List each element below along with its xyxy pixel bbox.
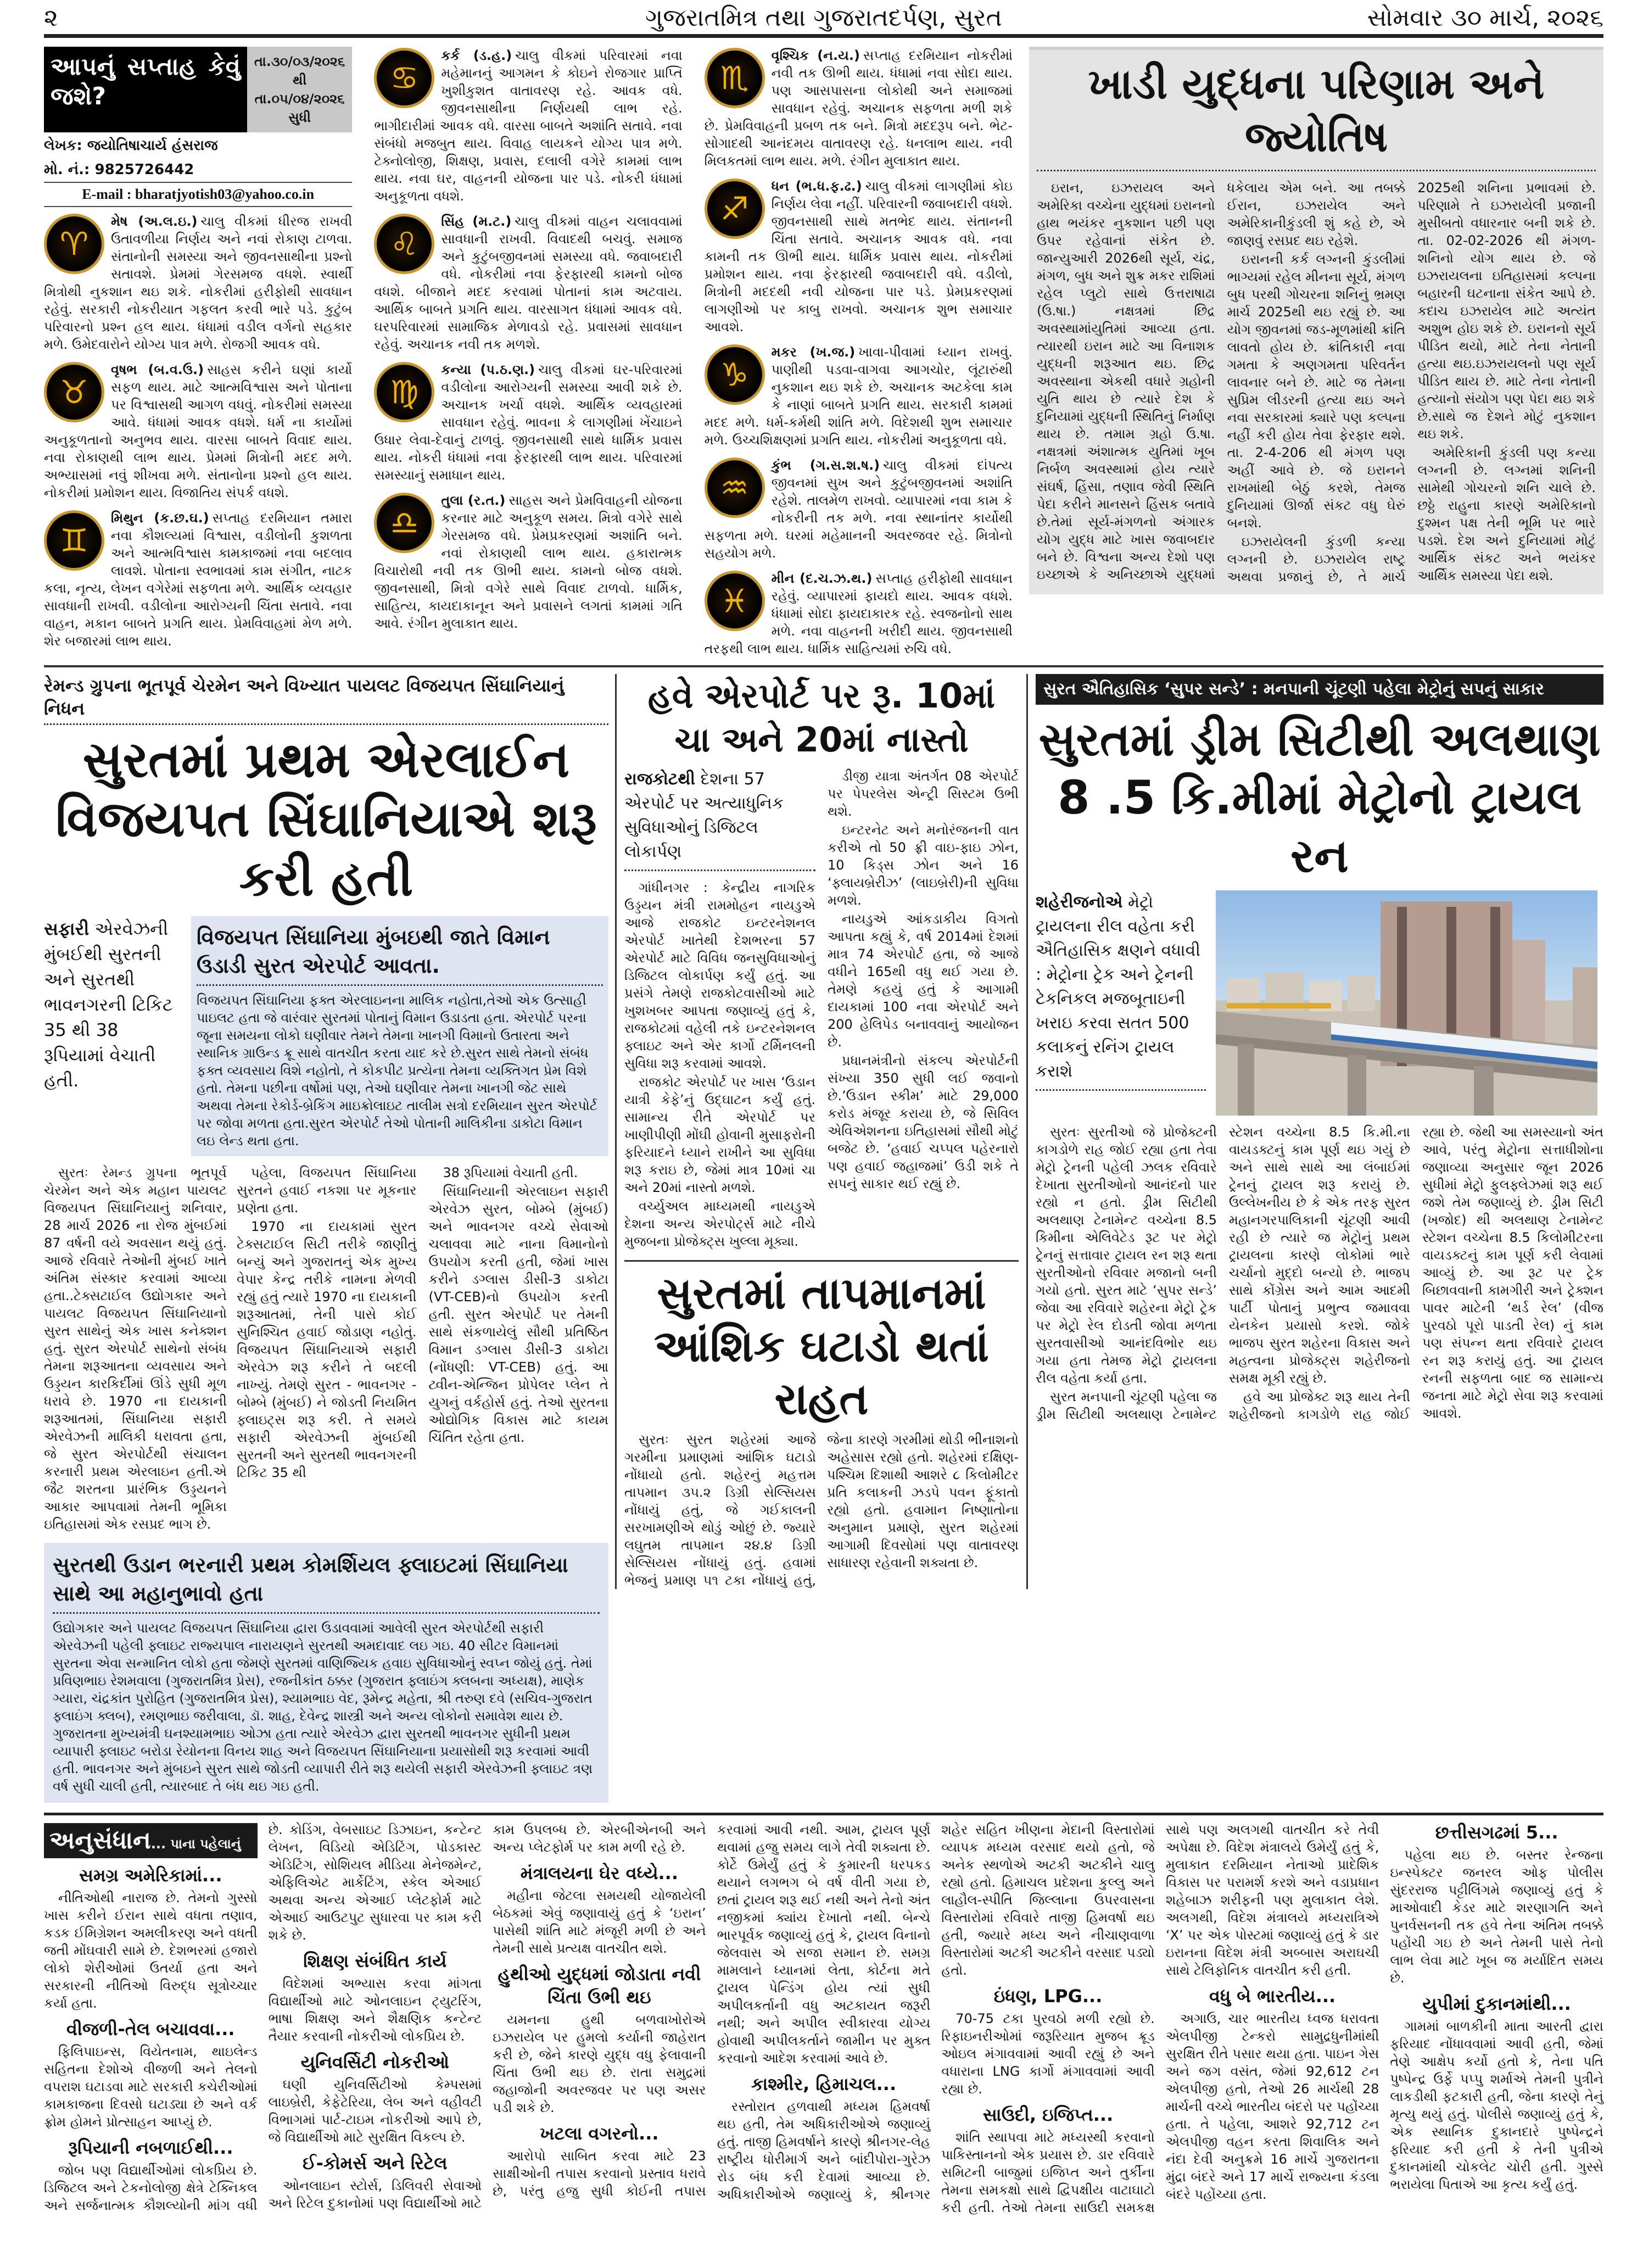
zodiac-name: વૃષભ (બ.વ.ઉ.) [111,362,204,377]
horoscope-byline [44,132,352,183]
continued-story-title: કાશ્મીર, હિમાચલ... [751,2074,897,2094]
continued-story-text: અગાઉ, ચાર ભારતીય ધ્વજ ધરાવતા એલપીજી ટેન્કરો સામુદ્રધુનીમાંથી સુરક્ષિત રીતે પસાર થયા હતા. પાઇન ગેસ અને જગ વસંત, જેમાં 92,612 ટન એલપીજી હતો, તેઓ 26 માર્ચથી 28 માર્ચની વચ્ચે ભારતીય બંદરો પર પહોંચ્યા હતા. તે પહેલા, આશરે 92,712 ટન એલપીજી વહન કરતા શિવાલિક અને નંદા દેવી અનુક્રમે 16 માર્ચે ગુજરાતના મુંદ્રા બંદરે અને 17 માર્ચે રાજ્યના કંડલા બંદરે પહોંચ્યા હતા. [1165,2011,1379,2202]
section-divider [44,665,1603,667]
article-headline [1036,710,1603,885]
article-body-col1 [44,1164,227,1534]
pisces-icon: ♓ [705,571,765,631]
metro-story [1028,674,1603,1423]
horoscope-title: આપનું સપ્તાહ કેવું જશે? [44,47,247,132]
continuations-section [44,1821,1603,2216]
continued-story-text: ઓનલાઇન સ્ટોર્સ, ડિલિવરી સેવાઓ અને રિટેલ દુકાનોમાં પણ વિદ્યાર્થીઓ માટે કામ ઉપલબ્ધ છે. એરબીએનબી અને અન્ય પ્લેટફોર્મ પર કામ મળી રહે છે. [268,1822,706,2211]
continued-story-title: મંત્રાલયના ઘેર વધ્યે... [520,1863,678,1884]
paragraph: નાયડુએ આંકડાકીય વિગતો આપતા કહ્યું કે, વર્ષ 2014માં દેશમાં માત્ર 74 એરપોર્ટ હતા, જે આજે વધીને 165થી વધુ થઈ ગયા છે. તેમણે કહયું હતું કે આગામી દાયકામાં 100 નવા એરપોર્ટ અને 200 હેલિપેડ બનાવવાનું આયોજન છે. [828,911,1019,1050]
lead-bold: રાજકોટથી [624,770,695,789]
sidebar-title: વિજયપત સિંઘાનિયા મુંબઇથી જાતે વિમાન ઉડાડી સુરત એરપોર્ટ આવતા. [197,925,550,978]
gemini-icon: ♊ [44,510,104,571]
airport-and-weather-stories [615,674,1028,1589]
date-to: તા.૦૫/૦૪/૨૦૨૬ સુધી [254,91,345,125]
zodiac-name: મેષ (અ.લ.ઇ.) [111,214,198,229]
zodiac-forecast: સપ્તાહ દરમિયાન નોકરીમાં નવી તક ઊભી થાય. ધંધામાં નવા સોદા થાય. પણ આસપાસના લોકોથી અને સમાજમાં સાવધાન રહેવું. અચાનક સફળતા મળી શકે છે. પ્રેમવિવાહની પ્રબળ તક બને. મિત્રો મદદરૂપ બને. ભેટ-સોગાદથી આનંદમય વાતાવરણ રહે. ધનલાભ થાય. નવી મિલકતમાં લાભ થાય. મળે. રંગીન મુલાકાત થાય. [704,48,1013,169]
zodiac-entry [705,47,1013,170]
sagittarius-icon: ♐ [705,179,765,239]
paragraph: વર્ચ્યુઅલ માધ્યમથી નાયડુએ દેશના અન્ય એરપોર્ટ્સ માટે નીચે મુજબના પ્રોજેક્ટ્સ ખુલ્લા મૂક્યા. [624,1199,815,1249]
continued-story-title: સાઉદી, ઇજિપ્ત... [982,2104,1114,2125]
article-standfirst [624,767,815,864]
headline-line: સુરતમાં ડ્રીમ સિટીથી અલથાણ [1038,712,1601,766]
zodiac-forecast: ચાલુ વીકમાં દાંપત્ય જીવનમાં સુખ અને કુટુંબજીવનમાં અશાંતિ રહેશે. તાલમેળ રાખવો. વ્યાપારમાં નવા કામ કે નોકરીની તક મળે. નવા સ્થાનાંતર કાર્યોથી સફળતા મળે. ઘરમાં મહેમાનની અવરજવર રહે. મિત્રોનો સહયોગ મળે. [704,458,1013,561]
cancer-icon: ♋ [374,48,434,108]
header-rule [44,34,1603,38]
banner-main: અનુસંધાન [49,1826,151,1854]
paragraph: હવે આ પ્રોજેક્ટ શરૂ થાય તેની શહેરીજનો કાગડોળે રાહ જોઈ રહ્યા છે. જેથી આ સમસ્યાનો અંત આવે, પરંતુ મેટ્રોના સત્તાધીશોના જણાવ્યા અનુસાર જૂન 2026 સુધીમાં મેટ્રો ફુલફ્લેઝમાં શરૂ થઈ જશે તેમ જણાવ્યું છે. ડ્રીમ સિટી (ખજોદ) થી અલથાણ ટેનામેન્ટ સ્ટેશન વચ્ચેના 8.5 કિલોમીટરના વાયડક્ટનું કામ પૂર્ણ કરી લેવામાં આવ્યું છે. આ રૂટ પર ટ્રેક બિછાવવાની કામગીરી અને ટ્રેક્શન પાવર માટેની ‘થર્ડ રેલ’ (વીજ પુરવઠો પૂરો પાડતી રેલ) નું કામ પણ સંપન્ન થતા રવિવારે ટ્રાયલ રન શરૂ કરાયું હતું. આ ટ્રાયલ રનની સફળતા બાદ જ સામાન્ય જનતા માટે મેટ્રો સેવા શરૂ કરવામાં આવશે. [1229,1124,1603,1422]
paragraph: પહેલા, વિજયપત સિંઘાનિયા સુરતને હવાઈ નકશા પર મૂકનાર પ્રણેતા હતા. [237,1165,417,1216]
continued-stories [44,1821,1603,2216]
zodiac-entry [705,343,1013,449]
article-headline: ખાડી યુદ્ધના પરિણામ અને જ્યોતિષ [1088,59,1545,161]
article-body [1036,1123,1603,1423]
zodiac-forecast: ચાલુ વીકમાં ઘર-પરિવારમાં વડીલોના આરોગ્યની સમસ્યા આવી શકે છે. અચાનક ખર્ચા વધશે. આર્થિક વ્યવહારમાં સાવધાન રહેવું. ભાવના કે લાગણીમાં ખેંચાઇને ઉધાર લેવા-દેવાનું ટાળવું. જીવનસાથી સાથે ધાર્મિક પ્રવાસ થાય. નોકરી ધંધામાં નવા ફેરફારથી લાભ થાય. પરિવારમાં સમસ્યાનું સમાધાન થાય. [374,362,683,483]
zodiac-forecast: ખાવા-પીવામાં ધ્યાન રાખવું. પાણીથી પડવા-વાગવા આગચોર, લૂંટારુંથી નુકશાન થઇ શકે છે. અચાનક અટકેલા કામ કે નાણાં બાબતે પ્રગતિ થાય. સરકારી કામમાં મદદ મળે. ધર્મ-કર્મથી શાંતિ મળે. વિદેશથી શુભ સમાચાર મળે. ઉચ્ચશિક્ષણમાં પ્રગતિ થાય. નોકરીમાં અનુકૂળતા વધે. [704,344,1013,448]
zodiac-forecast: સપ્તાહ દરમિયાન તમારા નવા કૌશલ્યમાં વિશ્વાસ, વડીલોની કુશળતા અને આત્મવિશ્વાસ કામકાજમાં નવા બદલાવ લાવશે. પોતાના સ્વભાવમાં કામ સંગીત, નાટક કલા, નૃત્ય, લેખન વગેરેમાં સફળતા મળે. આર્થિક વ્યવહાર સાવધાની રાખવી. વડીલોના આરોગ્યની ચિંતા સતાવે. નવા વાહન, મકાન બાબતે પ્રગતિ થાય. પ્રેમવિવાહમાં મેળ મળે. શેર બજારમાં લાભ થાય. [44,510,353,649]
article-body [44,1164,608,1534]
zodiac-name: સિંહ (મ.ટ.) [441,214,512,229]
metro-train-photo [1216,890,1597,1116]
continued-story-title: ખટલા વગરનો... [540,2123,659,2144]
article-standfirst [1036,890,1206,1091]
middle-band [44,674,1603,1803]
masthead [44,4,1603,34]
continued-story-title: ઇંધણ, LPG... [993,1986,1103,2007]
sidebar-text: વિજયપત સિંઘાનિયા ફક્ત એરલાઇનના માલિક નહોતા,તેઓ એક ઉત્સાહી પાઇલટ હતા જે વારંવાર સુરતમાં પોતાનું વિમાન ઉડાડતા હતા. એરપોર્ટ પરના જૂના સમયના લોકો ઘણીવાર તેમને તેમના ખાનગી વિમાનો ઉતારતા અને સ્થાનિક ગ્રાઉન્ડ ક્રૂ સાથે વાતચીત કરતા યાદ કરે છે.સુરત સાથે તેમનો સંબંધ ફક્ત વ્યવસાય વિશે નહોતો, તે કોકપીટ પ્રત્યેના તેમના વ્યક્તિગત પ્રેમ વિશે હતો. તેમના પછીના વર્ષોમાં પણ, તેઓ ઘણીવાર તેમના ખાનગી જેટ સાથે અથવા તેમના રેકોર્ડ-બ્રેકિંગ માઇક્રોલાઇટ તાલીમ સત્રો દરમિયાન સુરત એરપોર્ટ પર જોવા મળતા હતા.સુરત એરપોર્ટ તેઓ પોતાની માલિકીના ડાકોટા વિમાન લઇ લેન્ડ થતા હતા. [197,993,597,1149]
article-headline: હવે એરપોર્ટ પર રૂ. 10માં ચા અને 20માં નાસ્તો [647,676,996,760]
weekly-horoscope [44,47,1013,657]
article-kicker-bar: સુરત ઐતિહાસિક ‘સુપર સન્ડે’ : મનપાની ચૂંટણી પહેલા મેટ્રોનું સપનું સાકાર [1036,674,1603,705]
article-body-col1 [624,879,815,1250]
paragraph: સુરતઃ રેમન્ડ ગ્રુપના ભૂતપૂર્વ ચેરમેન અને એક મહાન પાયલટ વિજયપત સિંઘાનિયાનું શનિવાર, 28 માર્ચ 2026 ના રોજ મુંબઈમાં 87 વર્ષની વયે અવસાન થયું હતું. આજે રવિવારે તેઓની મુંબઈ ખાતે અંતિમ સંસ્કાર કરવામાં આવ્યા હતા..ટેક્સટાઈલ ઉદ્યોગકાર અને પાયલટ વિજયપત સિંઘાનિયાનો સુરત સાથેનું એક ખાસ કનેક્શન હતું. સુરત એરપોર્ટ સાથેનો સંબંધ તેમના શરૂઆતના વ્યવસાય અને ઉડ્ડયન કારકિર્દીમાં ઊંડે સુધી મૂળ ધરાવે છે. 1970 ના દાયકાની શરૂઆતમાં, સિંઘાનિયા સફારી એરવેઝની માલિકી ધરાવતા હતા, જે સુરત એરપોર્ટથી સંચાલન કરનારી પ્રથમ એરલાઇન હતી.એ જૈટ શરતના પ્રારંભિક ઉડ્ડયનને આકાર આપવામાં તેમની ભૂમિકા ઇતિહાસમાં એક રસપ્રદ ભાગ છે. [44,1165,227,1532]
zodiac-entry [44,361,352,501]
zodiac-entry [705,456,1013,562]
zodiac-name: કન્યા (પ.ઠ.ણ.) [441,362,535,377]
zodiac-forecast: ચાલુ વીકમાં લાગણીમાં કોઇ નિર્ણય લેવા નહીં. પરિવારની જવાબદારી વધશે. જીવનસાથી સાથે મતભેદ થાય. સંતાનની ચિંતા સતાવે. અચાનક આવક વધે. નવા કામની તક ઊભી થાય. ધાર્મિક પ્રવાસ થાય. નોકરીમાં પ્રમોશન થાય. નવા ફેરફારથી જવાબદારી વધે. વડીલો, મિત્રોની મદદથી નવી યોજના પાર પડે. પ્રેમપ્રકરણમાં લાગણીઓ પર કાબુ રાખવો. અચાનક શુભ સમાચાર આવશે. [704,179,1013,335]
zodiac-name: મીન (દ.ચ.ઝ.થ.) [771,571,873,586]
continued-story-title: યુપીમાં દુકાનમાંથી... [1422,1993,1571,2014]
issue-date: સોમવાર ૩૦ માર્ચ, ૨૦૨૬ [1367,4,1603,32]
article-body [1037,179,1596,586]
paragraph: ગાંધીનગર : કેન્દ્રીય નાગરિક ઉડ્ડયન મંત્રી રામમોહન નાયડુએ આજે રાજકોટ ઇન્ટરનેશનલ એરપોર્ટ ખાતેથી દેશભરના 57 એરપોર્ટ માટે વિવિધ જનસુવિધાઓનું ડિજિટલ લોકાર્પણ કર્યું હતું. આ પ્રસંગે તેમણે રાજકોટવાસીઓ માટે ખુશખબર આપતા જણાવ્યું હતું કે, રાજકોટમાં વહેલી તકે ઇન્ટરનેશનલ ફ્લાઇટ અને એર કાર્ગો ટર્મિનલની સુવિધા શરૂ કરવામાં આવશે. [624,880,815,1071]
continued-story-text: યમનના હુથી બળવાખોરોએ ઇઝરાયેલ પર હુમલો કર્યાની જાહેરાત કરી છે, જેને કારણે યુદ્ધ વધુ ફેલાવાની ચિંતા ઉભી થઇ છે. રાતા સમુદ્રમાં જહાજોની અવરજવર પર પણ અસર પડી શકે છે. [493,2012,706,2115]
article-kicker: રેમન્ડ ગ્રુપના ભૂતપૂર્વ ચેરમેન અને વિખ્યાત પાયલટ વિજયપત સિંઘાનિયાનું નિધન [44,675,565,719]
continued-story-text: શાંતિ સ્થાપવા માટે મધ્યસ્થી કરવાનો પાકિસ્તાનનો એક પ્રયાસ છે. ડાર રવિવારે સમિટની બાજુમાં ઇજિપ્ત અને તુર્કીના તેમના સમકક્ષો સાથે દ્વિપક્ષીય વાટાઘાટો કરી હતી. તેઓ તેમના સાઉદી સમકક્ષ સાથે પણ અલગથી વાતચીત કરે તેવી અપેક્ષા છે. વિદેશ મંત્રાલયે ઉમેર્યું હતું કે, મુલાકાત દરમિયાન નેતાઓ પ્રાદેશિક વિકાસ પર પરામર્શ કરશે અને વડાપ્રધાન શહેબાઝ શરીફની પણ મુલાકાત લેશે. અલગથી, વિદેશ મંત્રાલયે મધ્યરાત્રિએ ‘X’ પર એક પોસ્ટમાં જણાવ્યું હતું કે ડાર ઇરાનના વિદેશ મંત્રી અબ્બાસ અરાઘચી સાથે ટેલિફોનિક વાતચીત કરી હતી. [941,1822,1379,2215]
paragraph: ઇરાનની કર્ક લગ્નની કુંડલીમાં ભાગ્યમાં રહેલ મીનના સૂર્ય, મંગળ બુધ પરથી ગોચરના શનિનું ભ્રમણ માર્ચ 2025થી થઇ રહ્યું છે. આ યોગ જીવનમાં જડ-મૂળમાંથી ક્રાંતિ લાવતો હોય છે. ક્રાંતિકારી નવા ગમતા કે અણગમતા પરિવર્તન લાવનાર બને છે. માટે જ તેમના સુપ્રિમ લીડરની હત્યા થઇ અને નવા સરકારમાં ક્યારે પણ કલ્પના નહીં કરી હોય તેવા ફેરફાર થશે. તા. 2-4-206 થી મંગળ પણ અહીં આવે છે. જે ઇરાનને રાખમાંથી બેઠું કરશે, તેમજ દુનિયામાં ઊર્જા સંકટ વધુ ઘેરું બનશે. [1227,252,1406,531]
libra-icon: ♎ [374,493,434,553]
lead-row [44,916,608,1156]
continued-story-text: આરોપો સાબિત કરવા માટે 23 સાક્ષીઓની તપાસ કરવાનો પ્રસ્તાવ ધરાવે છે, પરંતુ હજુ સુધી કોઈની તપાસ કરવામાં આવી નથી. આમ, ટ્રાયલ પૂર્ણ થવામાં હજુ સમય લાગે તેવી શક્યતા છે. કોર્ટે ઉમેર્યું હતું કે કુમારની ધરપકડ થયાને લગભગ બે વર્ષ વીતી ગયા છે, છતાં ટ્રાયલ શરૂ થઈ નથી અને તેનો અંત નજીકમાં ક્યાંય દેખાતો નથી. બેન્ચે ભારપૂર્વક જણાવ્યું હતું કે, ટ્રાયલ વિનાનો જેલવાસ એ સજા સમાન છે. સમગ્ર મામલાને ધ્યાનમાં લેતા, કોર્ટના મતે ટ્રાયલ પેન્ડિંગ હોય ત્યાં સુધી અપીલકર્તાની વધુ અટકાયત જરૂરી નથી; અને અપીલ સ્વીકારવા યોગ્ય હોવાથી અપીલકર્તાને જામીન પર મુક્ત કરવાનો આદેશ કરવામાં આવે છે. [493,1822,931,2199]
paragraph: ઇઝરાયેલની કુંડળી કન્યા લગ્નની છે. ઇઝરાયેલ રાષ્ટ્ર અથવા પ્રજાનું છે, તે માર્ચ 2025થી શનિના પ્રભાવમાં છે. પરિણામે તે ઇઝરાયેલી પ્રજાની મુસીબતો વધારનાર બની શકે છે. તા. 02-02-2026 થી મંગળ-શનિનો યોગ થાય છે. જે ઇઝરાયલના ઇતિહાસમાં કલ્પના બહારની ઘટનાના સંકેત આપે છે. કદાચ ઇઝરાયેલ માટે અત્યંત અશુભ હોઇ શકે છે. ઇરાનનો સૂર્ય પીડિત થયો, માટે તેના નેતાની હત્યા થઇ.ઇઝરાયલનો પણ સૂર્ય પીડિત થાય છે. માટે તેના નેતાની હત્યાનો સંયોગ પણ પેદા થઇ શકે છે.સાથે જ દેશને મોટું નુકશાન થઇ શકે. [1227,180,1596,584]
lead-bold: શહેરીજનોએ [1036,893,1123,912]
continued-story-title: સમગ્ર અમેરિકામાં... [79,1865,222,1886]
continued-story-title: હુથીઓ યુદ્ધમાં જોડાતા નવી ચિંતા ઉભી થઇ [498,1964,701,2008]
divider [624,1260,1019,1262]
top-band [44,47,1603,657]
lead-row [1036,890,1603,1116]
newspaper-title: ગુજરાતમિત્ર તથા ગુજરાતદર્પણ, સુરત [645,4,1002,32]
virgo-icon: ♍ [374,362,434,422]
scorpio-icon: ♏ [705,48,765,108]
continued-story-text: ફિલિપાઇન્સ, વિયેતનામ, થાઇલેન્ડ સહિતના દેશોએ વીજળી અને તેલનો વપરાશ ઘટાડવા માટે સરકારી કચેરીઓમાં કામકાજના દિવસો ઘટાડ્યા છે અને વર્ક ફ્રોમ હોમને પ્રોત્સાહન આપ્યું છે. [44,2044,258,2130]
zodiac-name: મકર (ખ.જ.) [771,344,856,360]
zodiac-entry [705,570,1013,657]
date-from: તા.૩૦/૦૩/૨૦૨૬ થી [254,54,345,88]
continued-banner [44,1823,258,1858]
zodiac-name: કર્ક (ડ.હ.) [441,48,512,63]
lead-text: એરવેઝની મુંબઈથી સુરતની અને સુરતથી ભાવનગરની ટિકિટ 35 થી 38 રૂપિયામાં વેચાતી હતી. [44,918,173,1091]
article-body-cols [237,1164,608,1481]
author: લેખક: જયોતિષાચાર્ય હંસરાજ [44,137,218,154]
article-headline: સુરતમાં તાપમાનમાં આંશિક ઘટાડો થતાં રાહત [653,1268,990,1424]
continued-story-text: જોબ પણ વિદ્યાર્થીઓમાં લોકપ્રિય છે. ડિજિટલ અને ટેકનોલોજી ક્ષેત્રે ટેક્નિકલ અને સર્જનાત્મક કૌશલ્યોની માંગ વધી છે. કોડિંગ, વેબસાઇટ ડિઝાઇન, કન્ટેન્ટ લેખન, વિડિયો એડિટિંગ, પોડકાસ્ટ એડિટિંગ, સોશિયલ મીડિયા મેનેજમેન્ટ, એફિલિએટ માર્કેટિંગ, સ્કેલ એઆઈ અથવા અન્ય એઆઈ પ્લેટફોર્મ માટે એઆઈ આઉટપુટ સુધારવા પર કામ કરી શકે છે. [44,1822,482,2213]
article-columns [624,767,1019,1251]
continued-story-text: વિદેશમાં અભ્યાસ કરવા માંગતા વિદ્યાર્થીઓ માટે ઓનલાઇન ટ્યુટરિંગ, ભાષા શિક્ષણ અને શૈક્ષણિક કન્ટેન્ટ તૈયાર કરવાની નોકરીઓ લોકપ્રિય છે. [268,1976,482,2044]
aquarius-icon: ♒ [705,458,765,518]
email: E-mail : bharatjyotish03@yahoo.co.in [44,183,352,207]
paragraph: ઇન્ટરનેટ અને મનોરંજનની વાત કરીએ તો 50 ફ્રી વાઇ-ફાઇ ઝોન, 10 કિડ્સ ઝોન અને 16 ‘ફ્લાયબ્રેરીઝ’ (લાઇબ્રેરી)ની સુવિધા મળશે. [828,822,1019,908]
continued-story-text: ઘણી યુનિવર્સિટીઓ કેમ્પસમાં લાઇબ્રેરી, કેફેટેરિયા, લેબ અને વહીવટી વિભાગમાં પાર્ટ-ટાઇમ નોકરીઓ આપે છે, જે વિદ્યાર્થીઓ માટે સુરક્ષિત વિકલ્પ છે. [268,2077,482,2145]
capricorn-icon: ♑ [705,344,765,405]
paragraph: રાજકોટ એરપોર્ટ પર ખાસ ‘ઉડાન યાત્રી કેફે’નું ઉદ્ઘાટન કર્યું હતું. સામાન્ય રીતે એરપોર્ટ પર ખાણીપીણી મોંઘી હોવાની મુસાફરોની ફરિયાદને ધ્યાને રાખીને આ સુવિધા શરૂ કરાઇ છે, જેમાં માત્ર 10માં ચા અને 20માં નાસ્તો મળશે. [624,1074,815,1195]
paragraph: 38 રૂપિયામાં વેચાતી હતી. [443,1165,578,1180]
zodiac-entry [44,213,352,353]
zodiac-forecast: ચાલુ વીકમાં ધીરજ રાખવી ઉતાવળીયા નિર્ણય અને નવાં રોકાણ ટાળવા. સંતાનોની સમસ્યા અને જીવનસાથીના પ્રશ્નો સતાવશે. પ્રેમમાં ગેરસમજ વધશે. સ્વાર્થી મિત્રોથી નુકશાન થઇ શકે. નોકરીમાં હરીફોથી સાવધાન રહેવું. સરકારી નોકરીયાત ગફલત કરવી ભારે પડે. કુટુંબ પરિવારનો પ્રશ્ન હલ થાય. ધંધામાં વડીલ વર્ગનો સહકાર મળે. ઉમેદવારોને યોગ્ય પાત્ર મળે. રોજગી આવક વધે. [44,214,353,352]
sidebar-box [191,916,608,1156]
zodiac-entry [374,492,682,632]
article-col1 [624,767,815,1251]
zodiac-name: વૃશ્ચિક (ન.ય.) [771,48,860,63]
paragraph: અમેરિકાની કુંડલી પણ કન્યા લગ્નની છે. લગ્નમાં શનિની સામેથી ગોચરનો શનિ ચાલે છે. છઠ્ઠે રાહુના કારણે અમેરિકાનો દુશ્મન પક્ષ તેની ભૂમિ પર ભારે પડશે. દેશ અને દુનિયામાં મોટું આર્થિક સંકટ અને ભયંકર આર્થિક સમસ્યા પેદા થશે. [1417,445,1596,583]
article-body [624,1431,1019,1589]
zodiac-entry [374,213,682,353]
continued-story-text: નીતિઓથી નારાજ છે. તેમનો ગુસ્સો ખાસ કરીને ઈરાન સાથે વધતા તણાવ, કડક ઈમિગ્રેશન અમલીકરણ અને વધતી જતી મોંઘવારી સામે છે. દેશભરમાં હજારો લોકો શેરીઓમાં ઉતર્યા હતા અને સરકારની નીતિઓ વિરુદ્ધ સૂત્રોચ્ચાર કર્યા હતા. [44,1890,258,2011]
lead-text: મેટ્રો ટ્રાયલના રીલ વહેતા કરી ઐતિહાસિક ક્ષણને વધાવી : મેટ્રોના ટ્રેક અને ટ્રેનની ટેકનિકલ મજબૂતાઇની ખરાઇ કરવા સતત 500 કલાકનું રનિંગ ટ્રાયલ કરાશે [1036,893,1200,1081]
zodiac-name: તુલા (ર.ત.) [441,493,506,508]
paragraph: ઇરાન, ઇઝરાયલ અને અમેરિકા વચ્ચેના યુદ્ધમાં ઇરાનનો હાથ ભયંકર નુકશાન પછી પણ ઉપર રહેવાનાં સંકેત છે. જાન્યુઆરી 2026થી સૂર્ય, ચંદ્ર, મંગળ, બુધ અને શુક્ર મકર રાશિમાં રહેલ પ્લુટો સાથે ઉત્તરાષાઢા (ઉ.ષા.) નક્ષત્રમાં છિદ્ર અવસ્થામાંયુતિમાં આવ્યા હતા. ત્યારથી ઇરાન માટે આ વિનાશક યુદ્ધની શરૂઆત થઇ. છિદ્ર અવસ્થાના એકથી વધારે ગ્રહોની યુતિ થાય છે ત્યારે દેશ કે દુનિયામાં યુદ્ધની સ્થિતિનું નિર્માણ થાય છે. તમામ ગ્રહો ઉ.ષા. નક્ષત્રમાં અંશાત્મક યુતિમાં ખૂબ નિર્બળ અવસ્થામાં હોય ત્યારે સંઘર્ષ, હિંસા, તણાવ જેવી સ્થિતિ પેદા કરીને માનસને હિંસક બતાવે છે.તેમાં સૂર્ય-મંગળનો અંગારક યોગ યુદ્ધ માટે ખાસ જવાબદાર બને છે. વિશ્વના અન્ય દેશો પણ ઇચ્છાએ કે અનિચ્છાએ યુદ્ધમાં ધકેલાય એમ બને. આ તબક્કે ઈરાન, ઇઝરાયેલ અને અમેરિકાનીકુંડલી શું કહે છે, એ જાણવું રસપ્રદ થઇ રહેશે. [1037,180,1406,582]
continued-story-text: ગામમાં બાળકીની માતા આરતી દ્વારા ફરિયાદ નોંધાવવામાં આવી હતી, જેમાં તેણે આક્ષેપ કર્યો હતો કે, તેના પતિ પુષ્પેન્દ્ર ઉર્ફે પપ્પુ શર્માએ તેમની પુત્રીને લાકડીથી ફટકારી હતી, જેના કારણે તેનું મૃત્યુ થયું હતું. પોલીસે જણાવ્યું હતું કે, એક સ્થાનિક દુકાનદારે પુષ્પેન્દ્રને ફરિયાદ કરી હતી કે તેની પુત્રીએ દુકાનમાંથી ચોકલેટ ચોરી હતી. ગુસ્સે ભરાયેલા પિતાએ આ કૃત્ય કર્યું હતું. [1390,2019,1603,2192]
zodiac-forecast: ચાલુ વીકમાં પરિવારમાં નવા મહેમાનનું આગમન કે કોઇને રોજગાર પ્રાપ્તિ ખુશીકુશત વાતાવરણ રહે. આવક વધે. જીવનસાથીના નિર્ણયથી લાભ રહે. ભાગીદારીમાં આવક વધે. વારસા બાબતે અશાંતિ સતાવે. નવા સંબંધો મજબુત થાય. વિવાહ લાયકને યોગ્ય પાત્ર મળે. ટેક્નોલોજી, શિક્ષણ, પ્રવાસ, દલાલી વગેરે કામમાં લાભ થાય. નવા ઘર, વાહનની યોજના પાર પડે. નોકરી ધંધામાં અનુકૂળતા વધશે. [374,48,683,204]
continued-story-text: 70-75 ટકા પુરવઠો મળી રહ્યો છે. રિફાઇનરીઓમાં જરૂરિયાત મુજબ ક્રૂડ ઓઇલ મંગાવવામાં આવી રહ્યું છે અને વધારાના LNG કાર્ગો મંગાવવામાં આવી રહ્યા છે. [941,2011,1155,2097]
continued-story-title: વધુ બે ભારતીય... [1209,1986,1336,2007]
continued-story-title: ઈ-કોમર્સ અને રિટેલ [303,2153,448,2174]
paragraph: 1970 ના દાયકામાં સુરત ટેક્સટાઈલ સિટી તરીકે જાણીતું બન્યું અને ગુજરાતનું એક મુખ્ય વેપાર કેન્દ્ર તરીકે નામના મેળવી રહ્યું હતું ત્યારે 1970 ના દાયકાની શરૂઆતમાં, તેની પાસે કોઈ સુનિશ્ચિત હવાઈ જોડાણ નહોતું. વિજયપત સિંઘાનિયાએ સફારી એરવેઝ શરૂ કરીને તે બદલી નાખ્યું. તેમણે સુરત - ભાવનગર - બોમ્બે (મુંબઈ) ને જોડતી નિયમિત ફ્લાઇટ્સ શરૂ કરી. તે સમયે સફારી એરવેઝની મુંબઈથી સુરતની અને સુરતથી ભાવનગરની ટિકિટ 35 થી [237,1219,417,1480]
dotted-divider [1037,170,1596,171]
article-body-col2 [828,767,1019,1194]
dotted-divider [197,984,603,986]
page-number: ૨ [44,4,58,32]
article-headline: સુરતમાં પ્રથમ એરલાઈન વિજયપત સિંઘાનિયાએ શરૂ કરી હતી [55,731,597,907]
paragraph: પ્રધાનમંત્રીનો સંકલ્પ એરપોર્ટની સંખ્યા 350 સુધી લઈ જવાનો છે.’ઉડાન સ્કીમ’ માટે 29,000 કરોડ મંજૂર કરાયા છે, જે સિવિલ એવિએશનના ઇતિહાસમાં સૌથી મોટું બજેટ છે. ‘હવાઈ ચપ્પલ પહેરનારો પણ હવાઈ જહાજમાં’ ઉડી શકે તે સપનું સાકાર થઈ રહ્યું છે. [828,1053,1019,1191]
article-standfirst [44,916,181,1093]
continued-story-title: યુનિવર્સિટી નોકરીઓ [300,2052,449,2072]
vijaypat-story [44,674,615,1803]
continued-story-title: વીજળી-તેલ બચાવવા... [66,2019,235,2039]
continued-story-title: શિક્ષણ સંબંધિત કાર્ય [303,1951,447,1971]
box-title: સુરતથી ઉડાન ભરનારી પ્રથમ કોમર્શિયલ ફ્લાઇટમાં સિંઘાનિયા સાથે આ મહાનુભાવો હતા [53,1553,568,1606]
zodiac-forecast: સાહસ કરીને ઘણાં કાર્યો સફળ થાય. માટે આત્મવિશ્વાસ અને પોતાના પર વિશ્વાસથી આગળ વધવું. નોકરીમાં સમસ્યા આવે. ધંધામાં આવક વધશે. ધર્મ ના કાર્યોમાં અનુકૂળતાનો અનુભવ થાય. વારસા બાબતે વિવાદ થાય. નવા રોકાણથી લાભ થાય. પ્રેમમાં મિત્રોની મદદ મળે. અભ્યાસમાં નવું શીખવા મળે. સંતાનોના પ્રશ્નો હલ થાય. નોકરીમાં પ્રમોશન થાય. વિજાતિય સંપર્ક વધશે. [44,362,353,500]
continued-story-title: રૂપિયાની નબળાઈથી... [68,2137,233,2158]
dotted-divider [44,723,608,725]
aries-icon: ♈ [44,214,104,274]
zodiac-entry [44,509,352,650]
section-divider [44,1813,1603,1815]
phone: મો. નં.: 9825726442 [44,161,194,178]
horoscope-dates [247,47,352,132]
zodiac-name: ધન (ભ.ધ.ફ.ઢ.) [771,179,862,194]
zodiac-name: મિથુન (ક.છ.ઘ.) [111,510,209,526]
continued-story-text: મહીના જેટલા સમયથી યોજાયેલી બેઠકમાં એવું જણાવાયું હતું કે ‘ઇરાન’ પાસેથી શાંતિ માટે મંજૂરી મળી છે અને તેમની સાથે પ્રત્યક્ષ વાતચીત થશે. [493,1888,706,1956]
paragraph: ડીજી યાત્રા અંતર્ગત 08 એરપોર્ટ પર પેપરલેસ એન્ટ્રી સિસ્ટમ ઉભી થશે. [828,768,1019,819]
zodiac-entry [374,47,682,205]
dotted-divider [624,870,815,871]
continued-story-text: પહેલા થઇ છે. બસ્તર રેન્જના ઇન્સ્પેક્ટર જનરલ ઓફ પોલીસ સુંદરરાજ પટ્ટીલિંગમે જણાવ્યું હતું કે માઓવાદી કેડર માટે શરણાગતિ અને પુનર્વસનની તક હવે તેના અંતિમ તબક્કે પહોંચી ગઇ છે અને તેમની પાસે તેનો લાભ લેવા માટે ખૂબ જ મર્યાદિત સમય છે. [1390,1847,1603,1986]
zodiac-name: કુંભ (ગ.સ.શ.ષ.) [771,458,880,473]
horoscope-title-box [44,47,352,132]
dotted-divider [1036,1089,1206,1091]
paragraph: સુરતઃ સુરતીઓ જે પ્રોજેક્ટની કાગડોળે રાહ જોઈ રહ્યા હતા તેવા મેટ્રો ટ્રેનની પહેલી ઝલક રવિવારે દેખાતા સુરતીઓનો આનંદનો પાર રહ્યો ન હતો. ડ્રીમ સિટીથી અલથાણ ટેનામેન્ટ વચ્ચેના 8.5 કિમીના એલિવેટેડ રૂટ પર મેટ્રો ટ્રેનનું સત્તાવાર ટ્રાયલ રન શરૂ થતા સુરતીઓનો રવિવાર મજાનો બની ગયો હતો. સુરત માટે ‘સુપર સન્ડે’ જેવા આ રવિવારે શહેરના મેટ્રો ટ્રેક પર મેટ્રો રેલ દોડતી જોવા મળતા સુરતવાસીઓ આનંદવિભોર થઇ ગયા હતા તેમજ મેટ્રો ટ્રાયલના રીલ વહેતા કર્યા હતા. [1036,1124,1217,1386]
continued-story-text: રસ્તોરાત હળવાથી મધ્યમ હિમવર્ષા થઇ હતી, તેમ અધિકારીઓએ જણાવ્યું હતું. તાજી હિમવર્ષાને કારણે શ્રીનગર-લેહ રાષ્ટ્રીય ધોરીમાર્ગ અને બાંદીપોરા-ગુરેઝ રોડ બંધ કરી દેવામાં આવ્યા છે. અધિકારીઓએ જણાવ્યું કે, શ્રીનગર શહેર સહિત ખીણના મેદાની વિસ્તારોમાં વ્યાપક મધ્યમ વરસાદ થયો હતો, જે અનેક સ્થળોએ અટકી અટકીને ચાલુ રહ્યો હતો. હિમાચલ પ્રદેશના કુલ્લુ અને લાહૌલ-સ્પીતિ જિલ્લાના ઉપરવાસના વિસ્તારોમાં રવિવારે તાજી હિમવર્ષા થઇ હતી, જ્યારે મધ્ય અને નીચાણવાળા વિસ્તારોમાં અટકી અટકીને વરસાદ પડ્યો હતો. [717,1822,1155,2202]
box-text: ઉદ્યોગકાર અને પાયલટ વિજયપત સિંઘાનિયા દ્વારા ઉડાવવામાં આવેલી સુરત એરપોર્ટથી સફારી એરવેઝની પહેલી ફ્લાઇટ રાજ્યપાલ નારાયણને સુરતથી અમદાવાદ લઇ ગઇ. 40 સીટર વિમાનમાં સુરતના એવા સન્માનિત લોકો હતા જેમણે સુરતમાં વાણિજ્યિક હવાઇ સુવિધાઓનું સ્વપ્ન જોયું હતું. તેમાં પ્રવિણભાઇ રેશમવાલા (ગુજરાતમિત્ર પ્રેસ), રજનીકાંત ઠક્કર (ગુજરાત ફ્લાઇંગ ક્લબના અધ્યક્ષ), માણેક ગ્યારા, ચંદ્રકાંત પુરોહિત (ગુજરાતમિત્ર પ્રેસ), શ્યામભાઇ વેદ, રૂમેન્દ્ર મહેતા, શ્રી તરુણ દવે (સચિવ-ગુજરાત ફ્લાઇંગ ક્લબ), રમણભાઇ જરીવાલા, ડૉ. શાહ, દેવેન્દ્ર શાસ્ત્રી અને અન્ય લોકોનો સમાવેશ થાય છે. ગુજરાતના મુખ્યમંત્રી ઘનશ્યામભાઇ ઓઝા હતા ત્યારે એરવેઝ દ્વારા સુરતથી ભાવનગર સુધીની પ્રથમ વ્યાપારી ફ્લાઇટ બરોડા રેયોનના વિનય શાહ અને વિજયપત સિંઘાનિયાના પ્રયાસોથી શરૂ કરવામાં આવી હતી. ભાવનગર અને મુંબઇને સુરત સાથે જોડતી વ્યાપારી રીતે શરૂ થયેલી સફારી એરવેઝની ફ્લાઇટ ત્રણ વર્ષ સુધી ચાલી હતી, ત્યારબાદ તે બંધ થઇ ગઇ હતી. [53,1620,593,1794]
headline-line: 8 .5 કિ.મીમાં મેટ્રોનો ટ્રાયલ રન [1058,771,1581,883]
zodiac-forecast: સપ્તાહ હરીફોથી સાવધાન રહેવું. વ્યાપારમાં ફાયદો થાય. આવક વધશે. ધંધામાં સોદા ફાયદાકારક રહે. સ્વજનોનો સાથ મળે. નવા વાહનની ખરીદી થાય. જીવનસાથી તરફથી લાભ થાય. ધાર્મિક સાહિત્યમાં રુચિ વધે. [704,571,1013,656]
zodiac-forecast: સાહસ અને પ્રેમવિવાહની યોજના કરનાર માટે અનુકૂળ સમય. મિત્રો વગેરે સાથે ગેરસમજ વધે. પ્રેમપ્રકરણમાં અશાંતિ બને. નવાં રોકાણથી લાભ થાય. હકારાત્મક વિચારોથી નવી તક ઊભી થાય. કામનો બોજ વધશે. જીવનસાથી, મિત્રો વગેરે સાથે વિવાદ ટાળવો. ધાર્મિક, સાહિત્ય, કાયદાકાનૂન અને પ્રવાસને લગતાં કામમાં ગતિ આવે. રંગીન મુલાકાત થાય. [374,493,683,631]
lead-bold: સફારી [44,918,90,939]
banner-sub: ... પાના પહેલાનું [150,1836,241,1852]
zodiac-forecast: ચાલુ વીકમાં વાહન ચલાવવામાં સાવધાની રાખવી. વિવાદથી બચવું. સમાજ અને કુટુંબજીવનમાં સમસ્યા વધે. જવાબદારી વધે. નોકરીમાં નવા ફેરફારથી કામનો બોજ વધશે. બીજાને મદદ કરવામાં પોતાનાં કામ અટવાય. આર્થિક બાબતે પ્રગતિ થાય. વારસાગત ધંધામાં આવક વધે. ઘરપરિવારમાં સામાજિક મેળાવડો રહે. પ્રવાસમાં સાવધાન રહેવું. અચાનક નવી તક મળશે. [374,214,683,352]
leo-icon: ♌ [374,214,434,274]
zodiac-entry [374,361,682,484]
gulf-war-astrology-article [1029,47,1603,594]
lead-text: દેશના 57 એરપોર્ટ પર અત્યાધુનિક સુવિધાઓનું ડિજિટલ લોકાર્પણ [624,770,784,861]
continued-story-title: છત્તીસગઢમાં 5... [1435,1822,1558,1843]
dignitaries-box [44,1543,608,1803]
zodiac-entry [705,177,1013,336]
paragraph: સુરતઃ સુરત શહેરમાં આજે ગરમીના પ્રમાણમાં આંશિક ઘટાડો નોંધાયો હતો. શહેરનું મહત્તમ તાપમાન ૩૫.૨ ડિગ્રી સેલ્સિયસ નોંધાયું હતું, જે ગઈકાલની સરખામણીએ થોડું ઓછું છે. જ્યારે લઘુતમ તાપમાન ૨૪.૪ ડિગ્રી સેલ્સિયસ નોંધાયું હતું. હવામાં ભેજનું પ્રમાણ ૫૧ ટકા નોંધાયું હતું, જેના કારણે ગરમીમાં થોડી ભીનાશનો અહેસાસ રહ્યો હતો. શહેરમાં દક્ષિણ-પશ્ચિમ દિશાથી આશરે ૮ કિલોમીટર પ્રતિ કલાકની ઝડપે પવન ફૂંકાતો રહ્યો હતો. હવામાન નિષ્ણાતોના અનુમાન પ્રમાણે, સુરત શહેરમાં આગામી દિવસોમાં પણ વાતાવરણ સાધારણ રહેવાની શક્યતા છે. [624,1432,1019,1588]
taurus-icon: ♉ [44,362,104,422]
dotted-divider [53,1612,600,1614]
paragraph: સુરત મનપાની ચૂંટણી પહેલા જ ડ્રીમ સિટીથી અલથાણ ટેનામેન્ટ સ્ટેશન વચ્ચેના 8.5 કિ.મી.ના વાયડક્ટનું કામ પૂર્ણ થઇ ગયું છે અને સાથે સાથે આ લંબાઈમાં ટ્રેનનું ટ્રાયલ શરૂ કરાયું છે. ઉલ્લેખનીય છે કે એક તરફ સુરત મહાનગરપાલિકાની ચૂંટણી આવી રહી છે ત્યારે જ મેટ્રોનું પ્રથમ ટ્રાયલના કારણે લોકોમાં ભારે ચર્ચાનો મુદ્દો બન્યો છે. ભાજપ સાથે કોંગ્રેસ અને આમ આદમી પાર્ટી પોતાનું પ્રભુત્વ જમાવવા યેનકેન પ્રયાસો કરશે. જોકે ભાજપ સુરત શહેરના વિકાસ અને મહત્વના પ્રોજેક્ટ્સ શહેરીજનો સમક્ષ મૂકી રહ્યું છે. [1036,1124,1410,1422]
photo-illustration [1216,890,1597,1116]
paragraph: સિંઘાનિયાની એરલાઇન સફારી એરવેઝ સુરત, બોમ્બે (મુંબઈ) અને ભાવનગર વચ્ચે સેવાઓ ચલાવવા માટે નાના વિમાનોનો ઉપયોગ કરતી હતી, જેમાં ખાસ કરીને ડગ્લાસ ડીસી-3 ડાકોટા (VT-CEB)નો ઉપયોગ કરતી હતી. સુરત એરપોર્ટ પર તેમની સાથે સંકળાયેલું સૌથી પ્રતિષ્ઠિત વિમાન ડગ્લાસ ડીસી-3 ડાકોટા (નોંધણી: VT-CEB) હતું. આ ટ્વીન-એન્જિન પ્રોપેલર પ્લેન તે યુગનું વર્કહોર્સ હતું. તેઓ સુરતના ઓદ્યોગિક વિકાસ માટે કાયમ ચિંતિત રહેતા હતા. [428,1184,608,1445]
